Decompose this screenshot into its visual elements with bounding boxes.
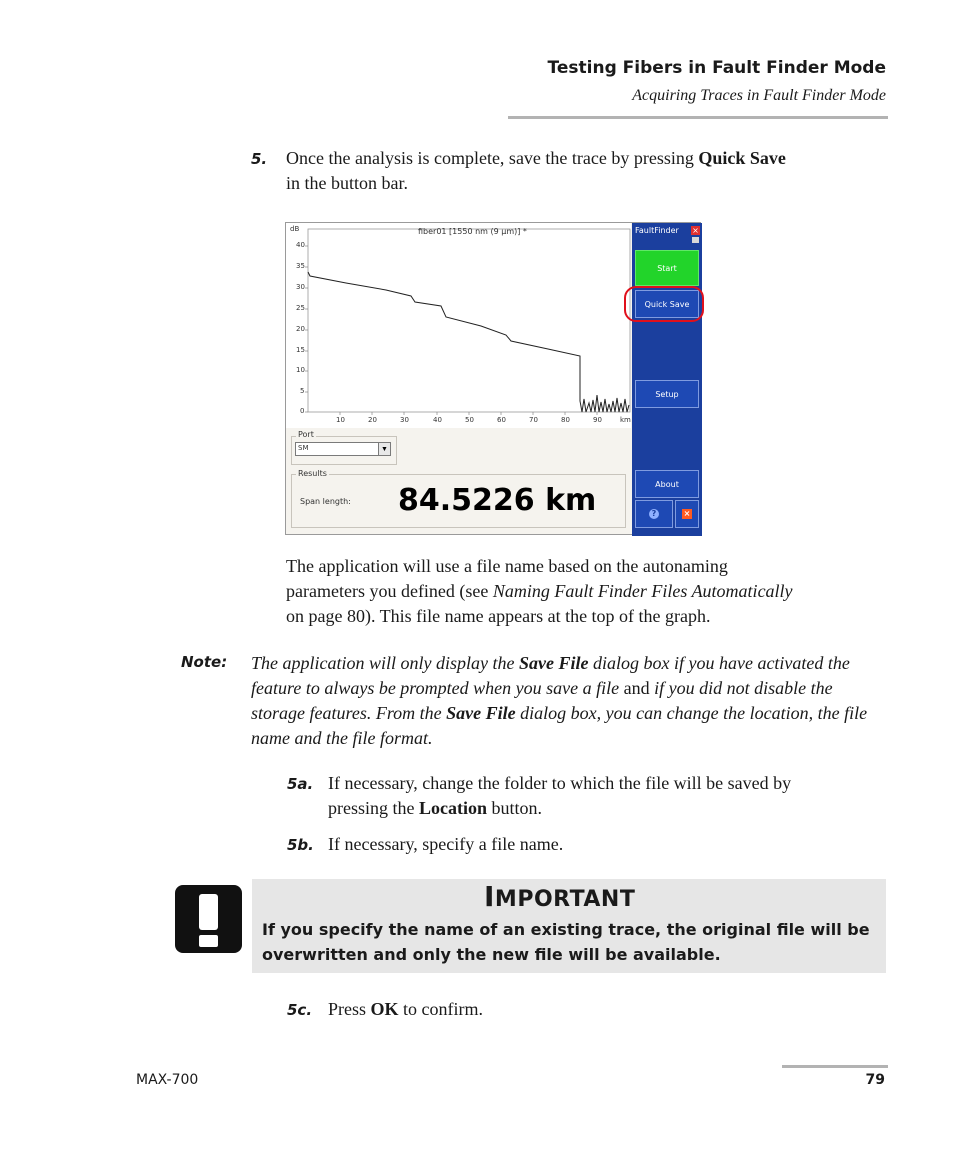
close-icon[interactable]: × <box>692 226 699 235</box>
x-tick: 60 <box>497 416 506 424</box>
step-5-text: Once the analysis is complete, save the trace by pressing Quick Save in the button bar. <box>286 148 786 193</box>
running-header-title: Testing Fibers in Fault Finder Mode <box>547 58 886 78</box>
exit-button[interactable] <box>675 500 699 528</box>
note-text: The application will only display the Save File dialog box if you have activated the feature to always be prompted when you save a file and if you did not disable the storage features. From the Save File dialog box, you can change the location, the file name and the file format. <box>251 653 868 748</box>
help-button[interactable] <box>635 500 673 528</box>
quick-save-highlight <box>624 286 704 322</box>
naming-reference: Naming Fault Finder Files Automatically <box>492 581 793 601</box>
quick-save-term: Quick Save <box>698 148 786 168</box>
step-5b-number: 5b. <box>287 836 314 854</box>
page-number: 79 <box>865 1072 885 1088</box>
important-text: If you specify the name of an existing trace, the original file will be overwritten and only the new file will be available. <box>262 920 870 964</box>
location-term: Location <box>418 798 487 818</box>
exclamation-icon <box>175 885 242 953</box>
important-title: IMPORTANT <box>484 880 636 913</box>
port-dropdown[interactable] <box>295 442 391 456</box>
footer-product: MAX-700 <box>136 1072 199 1088</box>
y-tick: 15 <box>296 346 305 354</box>
x-tick: 70 <box>529 416 538 424</box>
y-tick: 10 <box>296 366 305 374</box>
port-label: Port <box>298 430 314 439</box>
y-tick: 30 <box>296 283 305 291</box>
span-length-label: Span length: <box>300 497 351 506</box>
y-tick: 20 <box>296 325 305 333</box>
running-header-subtitle: Acquiring Traces in Fault Finder Mode <box>632 87 886 104</box>
help-icon: ? <box>649 509 659 519</box>
x-tick: 10 <box>336 416 345 424</box>
step-5c-text: Press OK to confirm. <box>328 999 484 1019</box>
footer-rule <box>782 1065 888 1068</box>
y-tick: 40 <box>296 241 305 249</box>
chevron-down-icon[interactable]: ▼ <box>378 443 390 455</box>
ok-term: OK <box>370 999 399 1019</box>
x-unit-label: km <box>620 416 631 424</box>
span-length-value: 84.5226 km <box>398 483 597 518</box>
exit-icon: × <box>683 509 691 518</box>
step-5-number: 5. <box>251 150 268 168</box>
trace-title: fiber01 [1550 nm (9 µm)] * <box>418 227 527 236</box>
faultfinder-screenshot <box>285 222 701 535</box>
autonaming-paragraph: The application will use a file name based on the autonaming parameters you defined (see Naming Fault Finder Files Automatically on page 80). This file name appears at the top of the graph. <box>286 556 793 626</box>
y-unit-label: dB <box>290 225 300 233</box>
y-tick: 25 <box>296 304 305 312</box>
step-5a-number: 5a. <box>287 775 314 793</box>
port-value: SM <box>298 444 309 452</box>
note-label: Note: <box>181 653 228 671</box>
x-tick: 40 <box>433 416 442 424</box>
header-rule <box>508 116 888 119</box>
setup-button[interactable]: Setup <box>635 380 699 408</box>
lock-icon <box>692 237 699 243</box>
trace-graph <box>286 223 631 428</box>
trace-plot <box>286 223 631 428</box>
quick-save-button[interactable]: Quick Save <box>635 290 699 318</box>
x-tick: 50 <box>465 416 474 424</box>
start-button[interactable]: Start <box>635 250 699 286</box>
x-tick: 90 <box>593 416 602 424</box>
y-tick: 5 <box>300 387 305 395</box>
about-button[interactable]: About <box>635 470 699 498</box>
step-5b-text: If necessary, specify a file name. <box>328 834 564 854</box>
step-5c-number: 5c. <box>287 1001 313 1019</box>
x-tick: 30 <box>400 416 409 424</box>
y-tick: 35 <box>296 262 305 270</box>
sidebar-title: FaultFinder <box>635 226 679 235</box>
x-tick: 80 <box>561 416 570 424</box>
x-tick: 20 <box>368 416 377 424</box>
y-tick: 0 <box>300 407 305 415</box>
step-5a-text: If necessary, change the folder to which the file will be saved by pressing the Location button. <box>328 773 792 818</box>
results-label: Results <box>298 469 327 478</box>
